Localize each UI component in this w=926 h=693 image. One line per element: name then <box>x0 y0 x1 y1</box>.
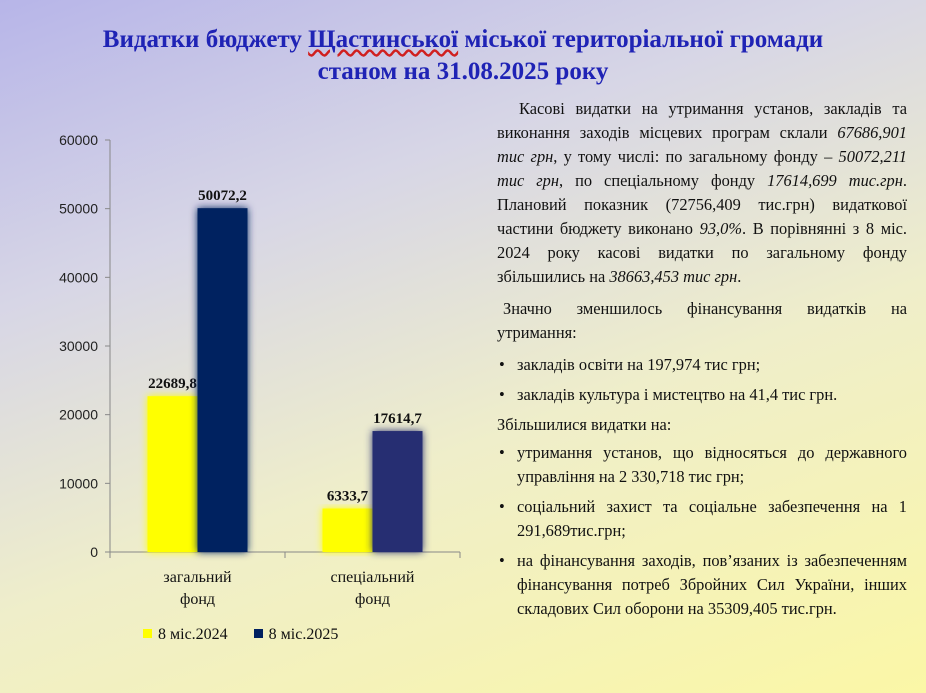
bar-2025-general <box>198 208 248 552</box>
title-suffix: міської територіальної громади <box>458 26 824 53</box>
summary-value: 93,0% <box>699 219 742 238</box>
list-item: • на фінансування заходів, пов’язаних із забезпеченням фінансування потреб Збройних Сил України, інших складових Сил оборони на 35309,405 тис.грн. <box>497 549 907 621</box>
summary-run: Касові видатки на утримання установ, закладів та виконання заходів місцевих програм склали <box>497 99 907 142</box>
y-tick-label: 60000 <box>59 132 98 148</box>
x-category-label: спеціальний <box>330 569 415 586</box>
x-category-label: фонд <box>354 591 391 608</box>
y-tick-label: 40000 <box>59 269 98 286</box>
list-item: • соціальний захист та соціальне забезпечення на 1 291,689тис.грн; <box>497 495 907 543</box>
legend-swatch-2024 <box>143 629 152 638</box>
title-line-2: станом на 31.08.2025 року <box>317 58 609 85</box>
legend-item-2024 <box>143 626 228 644</box>
legend-swatch-2025 <box>254 629 263 638</box>
bar-2024-general <box>148 396 198 552</box>
x-category-label: фонд <box>179 591 216 608</box>
y-tick-label: 50000 <box>59 200 98 217</box>
y-tick-label: 0 <box>90 544 98 560</box>
data-label: 17614,7 <box>373 411 422 428</box>
data-label: 50072,2 <box>198 188 247 205</box>
list-item: • утримання установ, що відносяться до державного управління на 2 330,718 тис грн; <box>497 441 907 489</box>
title-prefix: Видатки бюджету <box>102 26 309 53</box>
title-community-name: Щастинської <box>308 26 459 53</box>
list-item: • закладів культура і мистецтво на 41,4 тис грн. <box>497 383 907 407</box>
increase-list <box>497 441 907 621</box>
bar-2024-special <box>323 509 373 552</box>
y-tick-label: 30000 <box>59 338 98 354</box>
decrease-heading: Значно зменшилось фінансування видатків на утримання: <box>497 299 907 342</box>
summary-value: 38663,453 тис грн <box>609 267 738 286</box>
summary-paragraph <box>497 97 907 289</box>
legend-label-2024: 8 міс.2024 <box>158 626 228 643</box>
data-label: 6333,7 <box>326 488 369 505</box>
summary-text <box>497 97 907 627</box>
decrease-list <box>497 353 907 407</box>
summary-run: . В порівнянні з 8 міс. 2024 року касові видатки по загальному фонду збільшились на <box>497 219 908 286</box>
list-item: • закладів освіти на 197,974 тис грн; <box>497 353 907 377</box>
data-label: 22689,8 <box>148 376 197 393</box>
legend-item-2025 <box>254 626 339 644</box>
legend-label-2025: 8 міс.2025 <box>268 626 339 643</box>
summary-run: , у тому числі: по загальному фонду – <box>553 147 839 166</box>
summary-run: . Плановий показник (72756,409 тис.грн) видаткової частини бюджету виконано <box>497 171 907 238</box>
summary-run: , по спеціальному фонду <box>559 171 768 190</box>
summary-run: . <box>737 267 742 286</box>
page-title <box>0 24 926 88</box>
summary-value: 50072,211 тис грн <box>497 147 907 190</box>
bar-2025-special <box>373 431 423 552</box>
summary-value: 17614,699 тис.грн <box>767 171 903 190</box>
y-tick-label: 20000 <box>59 406 98 423</box>
summary-value: 67686,901 тис грн <box>497 123 907 166</box>
chart-legend <box>143 626 338 644</box>
increase-heading: Збільшилися видатки на: <box>497 415 672 434</box>
y-tick-label: 10000 <box>59 475 98 492</box>
title-line-1 <box>0 24 926 56</box>
x-category-label: загальний <box>163 569 232 586</box>
bar-chart <box>0 120 480 620</box>
